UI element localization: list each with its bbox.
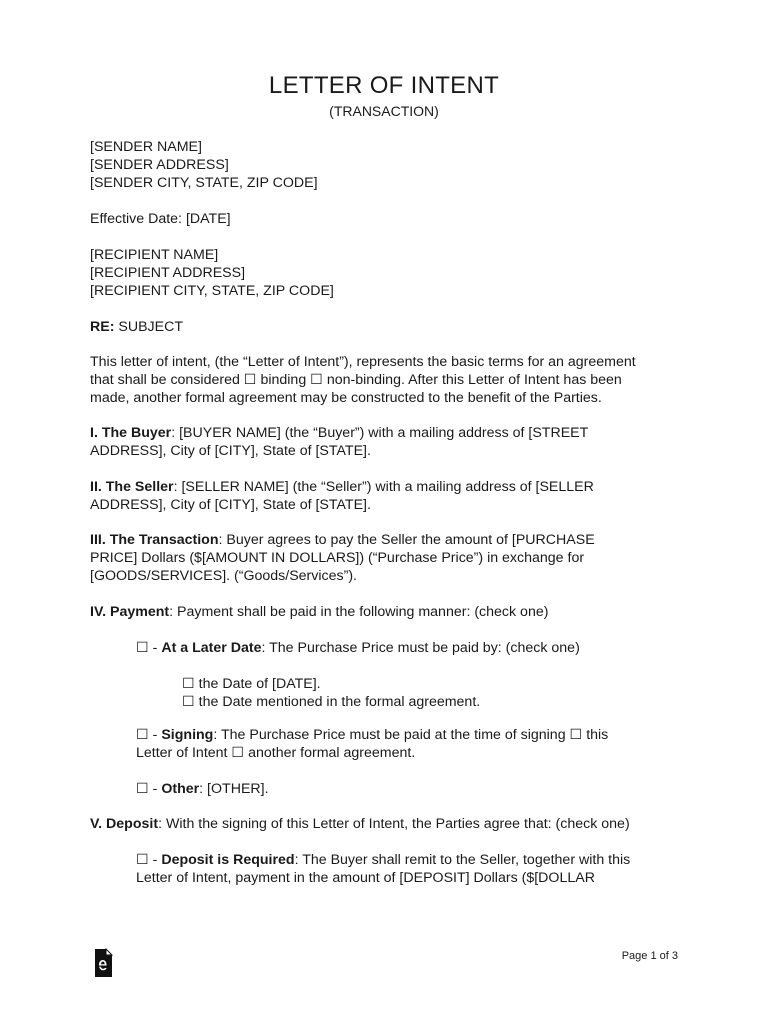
eforms-logo-icon	[92, 948, 114, 978]
payment-signing-line-1	[136, 726, 608, 744]
sender-city: [SENDER CITY, STATE, ZIP CODE]	[90, 175, 318, 191]
payment-line	[90, 603, 548, 621]
seller-label: II. The Seller	[90, 479, 174, 495]
deposit-text: : With the signing of this Letter of Intent, the Parties agree that: (check one)	[158, 816, 630, 832]
checkbox-later[interactable]: ☐ -	[136, 640, 162, 656]
transaction-label: III. The Transaction	[90, 532, 219, 548]
checkbox-signing[interactable]: ☐ -	[136, 727, 162, 743]
deposit-required-line-2: Letter of Intent, payment in the amount of [DEPOSIT] Dollars ($[DOLLAR	[136, 870, 595, 886]
intro-line-3: made, another formal agreement may be constructed to the benefit of the Parties.	[90, 390, 602, 406]
payment-text: : Payment shall be paid in the following manner: (check one)	[169, 604, 549, 620]
other-label: Other	[161, 781, 200, 797]
later-option-date[interactable]: ☐ the Date of [DATE].	[182, 676, 321, 692]
buyer-line-1	[90, 424, 588, 442]
re-subject: SUBJECT	[114, 319, 184, 335]
re-label: RE:	[90, 319, 115, 335]
document-title: LETTER OF INTENT	[268, 72, 500, 99]
page-number: Page 1 of 3	[621, 950, 678, 962]
later-option-formal[interactable]: ☐ the Date mentioned in the formal agreement.	[182, 694, 481, 710]
recipient-name: [RECIPIENT NAME]	[90, 247, 219, 263]
recipient-city: [RECIPIENT CITY, STATE, ZIP CODE]	[90, 283, 334, 299]
checkbox-deposit-required[interactable]: ☐ -	[136, 852, 162, 868]
sender-address: [SENDER ADDRESS]	[90, 157, 229, 173]
checkbox-other[interactable]: ☐ -	[136, 781, 162, 797]
intro-line-1: This letter of intent, (the “Letter of Intent”), represents the basic terms for an agreement	[90, 354, 636, 370]
intro-line-2: that shall be considered ☐ binding ☐ non-binding. After this Letter of Intent has been	[90, 372, 622, 388]
payment-signing-line-2: Letter of Intent ☐ another formal agreement.	[136, 745, 416, 761]
signing-label: Signing	[161, 727, 214, 743]
buyer-label: I. The Buyer	[90, 425, 172, 441]
transaction-line-1	[90, 531, 595, 549]
sender-name: [SENDER NAME]	[90, 139, 202, 155]
deposit-label: V. Deposit	[90, 816, 159, 832]
buyer-line-2: ADDRESS], City of [CITY], State of [STATE].	[90, 443, 371, 459]
deposit-required-text: : The Buyer shall remit to the Seller, together with this	[294, 852, 631, 868]
recipient-address: [RECIPIENT ADDRESS]	[90, 265, 246, 281]
effective-date: Effective Date: [DATE]	[90, 211, 231, 227]
seller-line-2: ADDRESS], City of [CITY], State of [STATE].	[90, 497, 371, 513]
later-text: : The Purchase Price must be paid by: (check one)	[261, 640, 580, 656]
buyer-text: : [BUYER NAME] (the “Buyer”) with a mailing address of [STREET	[171, 425, 589, 441]
seller-text: : [SELLER NAME] (the “Seller”) with a mailing address of [SELLER	[173, 479, 594, 495]
seller-line-1	[90, 478, 594, 496]
re-line	[90, 318, 183, 336]
transaction-line-3: [GOODS/SERVICES]. (“Goods/Services”).	[90, 568, 357, 584]
payment-label: IV. Payment	[90, 604, 170, 620]
other-text: : [OTHER].	[199, 781, 269, 797]
document-subtitle: (TRANSACTION)	[329, 103, 439, 119]
transaction-text: : Buyer agrees to pay the Seller the amount of [PURCHASE	[218, 532, 595, 548]
transaction-line-2: PRICE] Dollars ($[AMOUNT IN DOLLARS]) (“Purchase Price”) in exchange for	[90, 550, 585, 566]
signing-text: : The Purchase Price must be paid at the time of signing ☐ this	[213, 727, 609, 743]
deposit-line	[90, 815, 630, 833]
deposit-required-label: Deposit is Required	[161, 852, 295, 868]
later-label: At a Later Date	[161, 640, 262, 656]
deposit-required-line-1	[136, 851, 630, 869]
payment-later-line	[136, 639, 580, 657]
payment-other-line	[136, 780, 269, 798]
